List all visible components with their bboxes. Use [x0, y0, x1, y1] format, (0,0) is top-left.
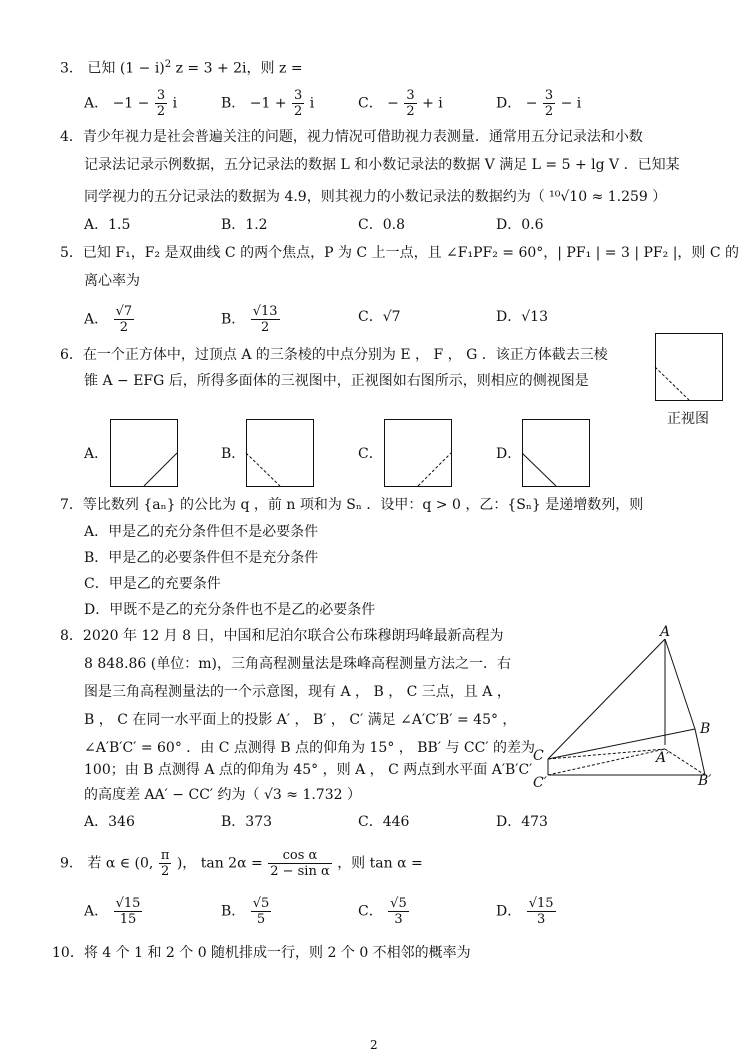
q9-option-d[interactable]: D． $\frac{√15}{3}$	[496, 896, 554, 927]
q5-option-b[interactable]: B． $\frac{√13}{2}$	[221, 304, 278, 335]
q8-label-c: C	[533, 748, 544, 764]
q3-number: 3．	[60, 60, 83, 77]
q8-label-a1: A′	[656, 750, 670, 766]
q6-front-view	[655, 333, 723, 401]
q8-triangulation-figure	[530, 625, 720, 790]
q8-option-a[interactable]: A．346	[84, 814, 135, 830]
q4-line2: 记录法记录示例数据，五分记录法的数据 L 和小数记录法的数据 V 满足 L = 5 + lg V ．已知某	[84, 157, 680, 173]
q6-line2: 锥 A − EFG 后，所得多面体的三视图中，正视图如右图所示，则相应的侧视图是	[84, 373, 589, 389]
q9-option-a[interactable]: A． $\frac{√15}{15}$	[84, 896, 141, 927]
q8-line7: 的高度差 AA′ − CC′ 约为（ √3 ≈ 1.732 ）	[84, 787, 361, 803]
q8-line6: 100；由 B 点测得 A 点的仰角为 45° ，则 A ， C 两点到水平面 A′B′C′	[84, 762, 533, 778]
q8-label-b1: B′	[698, 773, 712, 789]
q6-option-d-figure[interactable]	[522, 419, 590, 487]
q4-option-c[interactable]: C．0.8	[358, 217, 405, 233]
q8-label-b: B	[700, 721, 711, 737]
q8-line5: ∠A′B′C′ = 60° ．由 C 点测得 B 点的仰角为 15° ， BB′ 与 CC′ 的差为	[84, 740, 535, 756]
q3-option-b[interactable]: B． −1 + $\frac{3}{2}$ i	[221, 88, 315, 119]
q6-option-b-label[interactable]: B．	[221, 446, 246, 462]
q8-line3: 图是三角高程测量法的一个示意图，现有 A ， B ， C 三点，且 A ，	[84, 684, 511, 700]
q9-stem: 9． 若 α ∈ (0, $\frac{\pi}{2}$ )， tan 2α = $\frac{\text{cos α}}{\text{2 − sin α}}$ ，则 tan α =	[60, 848, 423, 879]
q8-line2: 8 848.86 (单位：m)，三角高程测量法是珠峰高程测量方法之一．右	[84, 656, 511, 672]
q4-line3: 同学视力的五分记录法的数据为 4.9，则其视力的小数记录法的数据约为（ ¹⁰√10 ≈ 1.259 ）	[84, 189, 667, 205]
q6-option-b-figure[interactable]	[246, 419, 314, 487]
q8-label-a: A	[660, 624, 671, 640]
q8-option-c[interactable]: C．446	[358, 814, 410, 830]
q8-line4: B ， C 在同一水平面上的投影 A′ ， B′ ， C′ 满足 ∠A′C′B′ = 45° ，	[84, 712, 517, 728]
q6-option-c-figure[interactable]	[384, 419, 452, 487]
q3-option-d[interactable]: D． − $\frac{3}{2}$ − i	[496, 88, 582, 119]
q7-line1: 7．等比数列 {aₙ} 的公比为 q ，前 n 项和为 Sₙ ．设甲：q > 0 ，乙：{Sₙ} 是递增数列，则	[60, 497, 644, 513]
q4-option-b[interactable]: B．1.2	[221, 217, 268, 233]
q10-stem: 10．将 4 个 1 和 2 个 0 随机排成一行，则 2 个 0 不相邻的概率为	[52, 945, 471, 961]
q4-option-d[interactable]: D．0.6	[496, 217, 544, 233]
q6-line1: 6．在一个正方体中，过顶点 A 的三条棱的中点分别为 E ， F ， G ．该正方体截去三棱	[60, 347, 608, 363]
q4-line1: 4．青少年视力是社会普遍关注的问题，视力情况可借助视力表测量．通常用五分记录法和小数	[60, 129, 643, 145]
q6-option-a-figure[interactable]	[110, 419, 178, 487]
q6-option-d-label[interactable]: D．	[496, 446, 522, 462]
q9-option-c[interactable]: C． $\frac{√5}{3}$	[358, 896, 407, 927]
q8-option-d[interactable]: D．473	[496, 814, 548, 830]
q6-option-c-label[interactable]: C．	[358, 446, 383, 462]
q3-option-a[interactable]: A． −1 − $\frac{3}{2}$ i	[84, 88, 178, 119]
q9-option-b[interactable]: B． $\frac{√5}{5}$	[221, 896, 270, 927]
q8-line1: 8．2020 年 12 月 8 日，中国和尼泊尔联合公布珠穆朗玛峰最新高程为	[60, 628, 504, 644]
q5-line2: 离心率为	[84, 273, 140, 289]
q8-option-b[interactable]: B．373	[221, 814, 273, 830]
q3-stem: 3． 已知 $(1 - i)^2$ z = 3 + 2i，则 z =	[60, 59, 303, 77]
q6-front-view-caption: 正视图	[667, 411, 709, 427]
q7-option-a[interactable]: A．甲是乙的充分条件但不是必要条件	[84, 524, 319, 540]
q5-line1: 5．已知 F₁，F₂ 是双曲线 C 的两个焦点，P 为 C 上一点，且 ∠F₁PF₂ = 60°，| PF₁ | = 3 | PF₂ |，则 C 的	[60, 245, 740, 261]
q7-option-d[interactable]: D．甲既不是乙的充分条件也不是乙的必要条件	[84, 602, 376, 618]
q7-option-c[interactable]: C．甲是乙的充要条件	[84, 576, 221, 592]
q3-option-c[interactable]: C． − $\frac{3}{2}$ + i	[358, 88, 443, 119]
q8-label-c1: C′	[533, 775, 547, 791]
q7-option-b[interactable]: B．甲是乙的必要条件但不是充分条件	[84, 550, 319, 566]
q5-option-c[interactable]: C．√7	[358, 309, 401, 325]
page-number: 2	[370, 1038, 378, 1052]
q5-option-a[interactable]: A． $\frac{√7}{2}$	[84, 304, 133, 335]
q4-option-a[interactable]: A．1.5	[84, 217, 131, 233]
q6-option-a-label[interactable]: A．	[84, 446, 109, 462]
q5-option-d[interactable]: D．√13	[496, 309, 548, 325]
